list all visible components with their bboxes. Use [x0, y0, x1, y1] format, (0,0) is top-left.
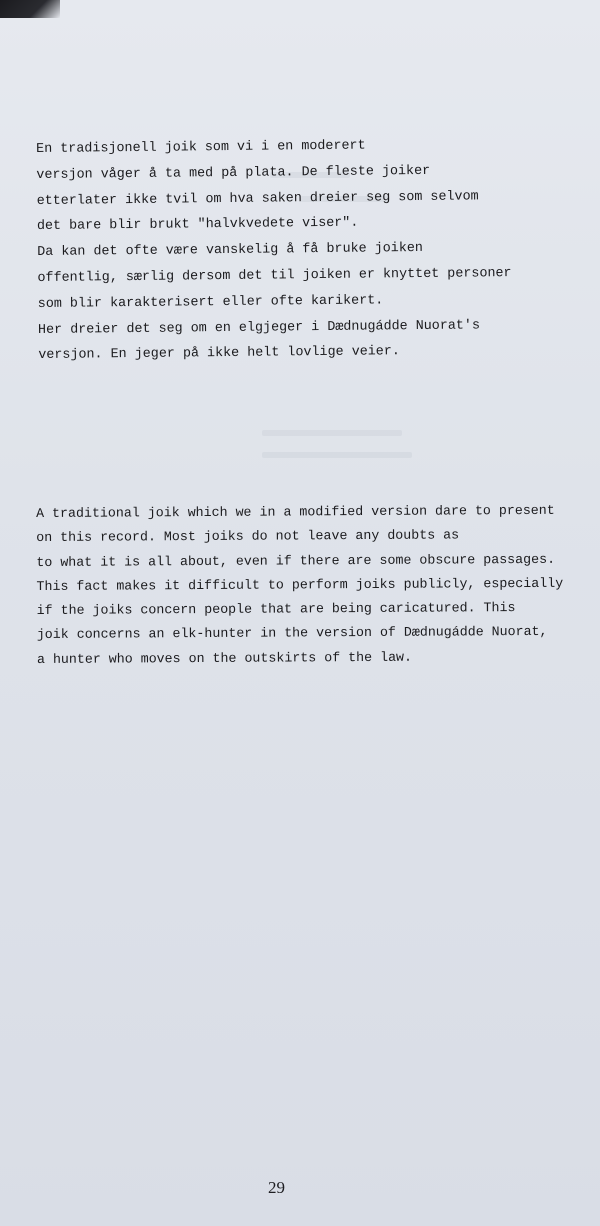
text-line: joik concerns an elk-hunter in the version of Dædnugádde Nuorat,: [36, 624, 548, 643]
text-line: Her dreier det seg om en elgjeger i Dædnugádde Nuorat's: [37, 317, 481, 338]
show-through-mark: [262, 430, 402, 436]
text-line: This fact makes it difficult to perform joiks publicly, especially: [36, 575, 564, 594]
text-line: if the joiks concern people that are being caricatured. This: [36, 600, 516, 619]
text-line: versjon. En jeger på ikke helt lovlige veier.: [38, 344, 400, 364]
text-line: Da kan det ofte være vanskelig å få bruke joiken: [37, 241, 423, 261]
text-line: on this record. Most joiks do not leave any doubts as: [36, 527, 460, 546]
norwegian-paragraph: [36, 132, 558, 370]
page-number: 29: [268, 1178, 285, 1197]
text-line: En tradisjonell joik som vi i en moderert: [36, 138, 366, 157]
english-paragraph: [36, 499, 577, 672]
show-through-mark: [262, 452, 412, 458]
text-line: to what it is all about, even if there are some obscure passages.: [36, 551, 556, 570]
text-line: offentlig, særlig dersom det til joiken er knyttet personer: [37, 266, 512, 286]
text-line: a hunter who moves on the outskirts of the law.: [36, 649, 413, 667]
text-line: etterlater ikke tvil om hva saken dreier seg som selvom: [36, 188, 479, 209]
text-line: versjon våger å ta med på plata. De fleste joiker: [36, 163, 431, 183]
text-line: det bare blir brukt "halvkvedete viser".: [36, 216, 359, 235]
text-line: som blir karakterisert eller ofte karikert.: [37, 293, 384, 312]
text-line: A traditional joik which we in a modified version dare to present: [36, 502, 555, 521]
background-corner: [0, 0, 60, 18]
